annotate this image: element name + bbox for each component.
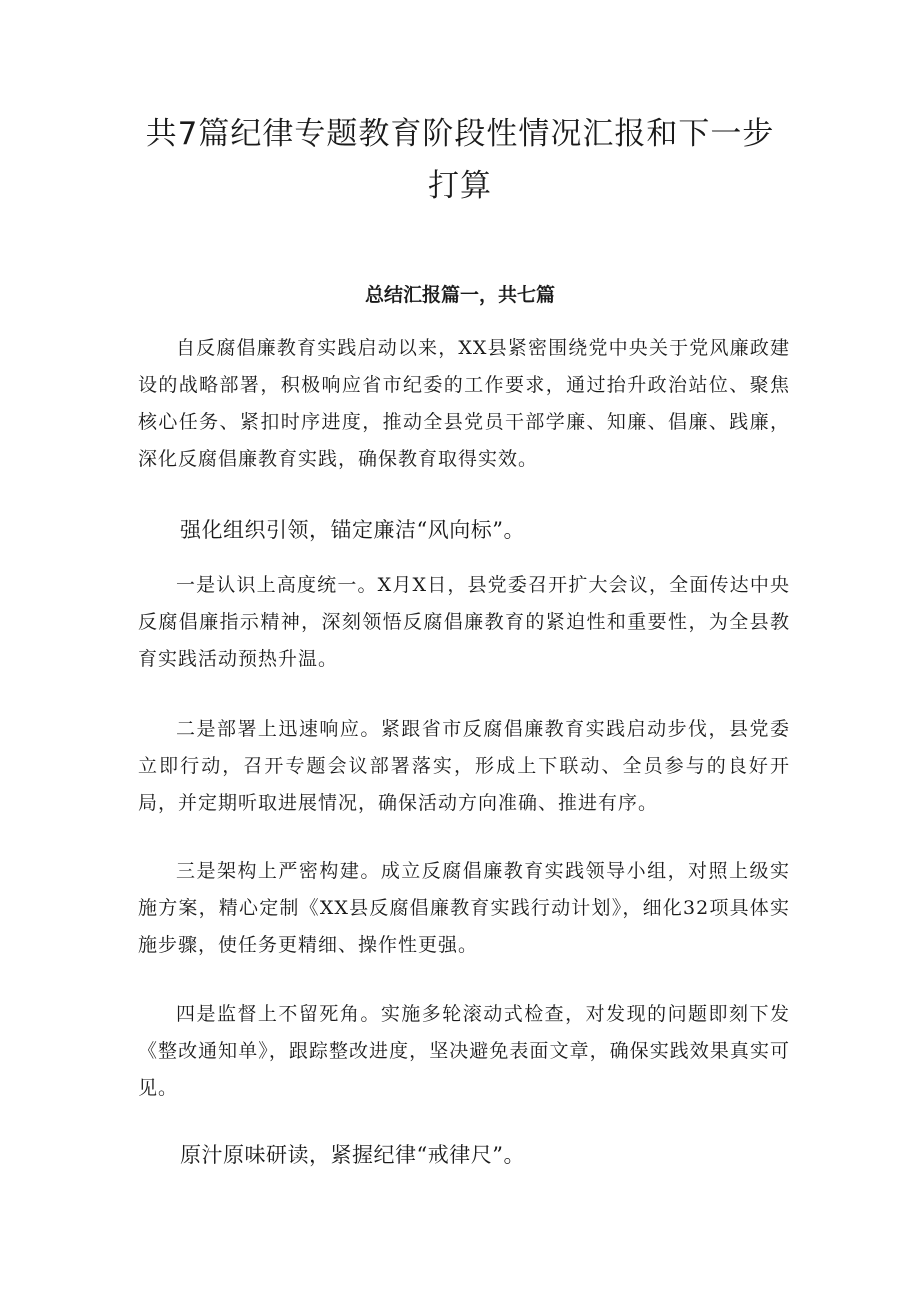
point-two-paragraph: 二是部署上迅速响应。紧跟省市反腐倡廉教育实践启动步伐，县党委立即行动，召开专题会议部署落实，形成上下联动、全员参与的良好开局，并定期听取进展情况，确保活动方向准确、推进有序。 [138, 718, 790, 814]
point-four-paragraph: 四是监督上不留死角。实施多轮滚动式检查，对发现的问题即刻下发《整改通知单》，跟踪整改进度，坚决避免表面文章，确保实践效果真实可见。 [138, 1003, 790, 1099]
document-title: 共7篇纪律专题教育阶段性情况汇报和下一步打算 [145, 116, 775, 204]
point-one-paragraph: 一是认识上高度统一。X月X日，县党委召开扩大会议，全面传达中央反腐倡廉指示精神，深刻领悟反腐倡廉教育的紧迫性和重要性，为全县教育实践活动预热升温。 [138, 574, 790, 670]
subheading-study: 原汁原味研读，紧握纪律“戒律尺”。 [180, 1143, 525, 1167]
subheading-organization: 强化组织引领，锚定廉洁“风向标”。 [180, 518, 525, 542]
intro-paragraph: 自反腐倡廉教育实践启动以来，XX县紧密围绕党中央关于党风廉政建设的战略部署，积极响应省市纪委的工作要求，通过抬升政治站位、聚焦核心任务、紧扣时序进度，推动全县党员干部学廉、知廉、倡廉、践廉，深化反腐倡廉教育实践，确保教育取得实效。 [138, 337, 790, 470]
point-three-paragraph: 三是架构上严密构建。成立反腐倡廉教育实践领导小组，对照上级实施方案，精心定制《XX县反腐倡廉教育实践行动计划》，细化32项具体实施步骤，使任务更精细、操作性更强。 [138, 860, 790, 956]
section-heading: 总结汇报篇一，共七篇 [364, 284, 555, 306]
